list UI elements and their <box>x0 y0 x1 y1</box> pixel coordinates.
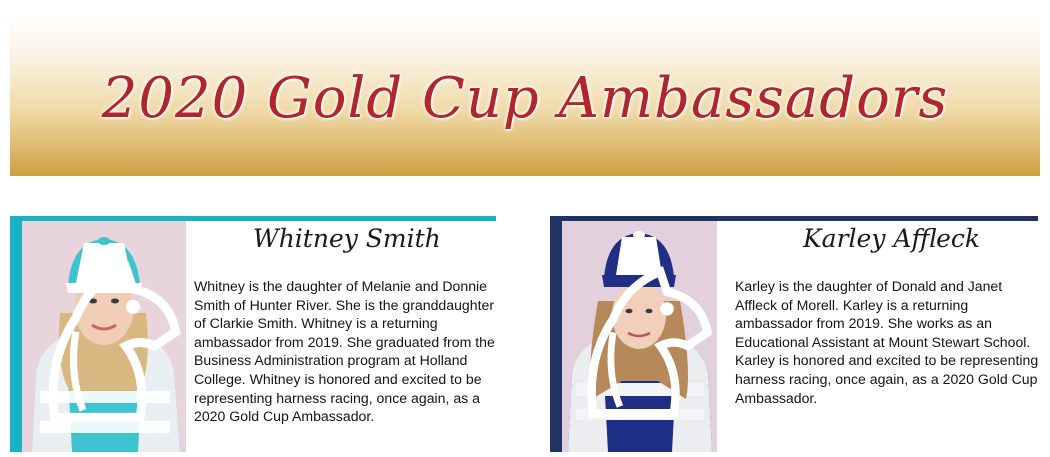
ambassador-card-karley <box>550 216 1038 452</box>
banner-title: 2020 Gold Cup Ambassadors <box>101 66 949 131</box>
ambassador-photo <box>562 221 717 452</box>
ambassador-card-whitney <box>10 216 496 452</box>
horse-head-icon <box>26 227 186 452</box>
card-accent-edge <box>550 216 562 452</box>
title-banner <box>10 14 1040 176</box>
ambassador-name: Whitney Smith <box>253 224 441 253</box>
ambassador-bio: Whitney is the daughter of Melanie and Donnie Smith of Hunter River. She is the granddaughter of Clarkie Smith. Whitney is a returning ambassador from 2019. She graduated from the Business Administration program at Holland College. Whitney is honored and excited to be representing harness racing, once again, as a 2020 Gold Cup Ambassador. <box>194 278 495 425</box>
card-accent-edge <box>10 216 22 452</box>
ambassador-bio: Karley is the daughter of Donald and Janet Affleck of Morell. Karley is a returning ambassador from 2019. She works as an Educational Assistant at Mount Stewart School. Karley is honored and excited to be representing harness racing, once again, as a 2020 Gold Cup Ambassador. <box>735 278 1039 406</box>
ambassador-name: Karley Affleck <box>803 224 981 253</box>
ambassador-photo <box>22 221 186 452</box>
horse-head-icon <box>566 227 717 452</box>
